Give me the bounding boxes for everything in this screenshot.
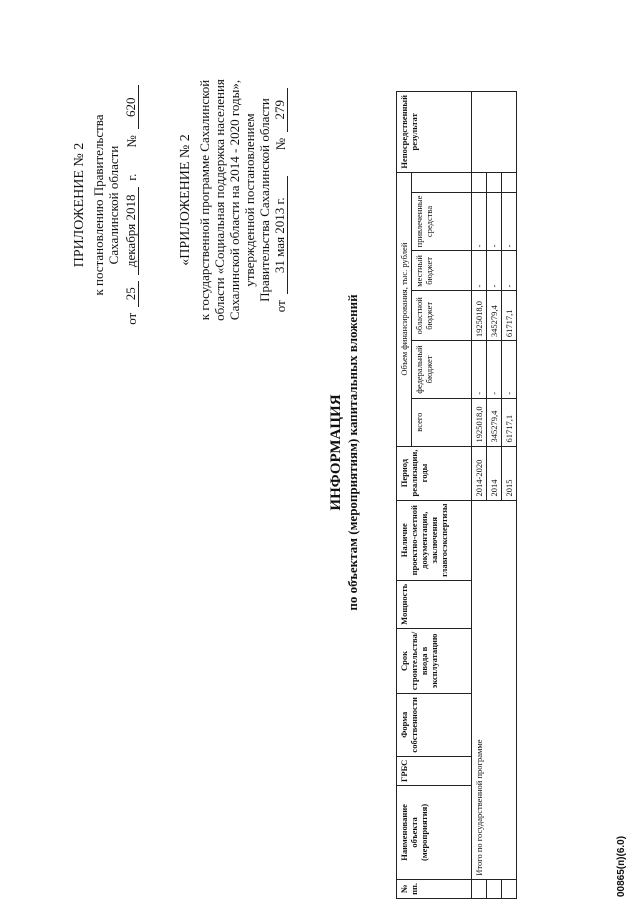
header-federal: федеральный бюджет [412,341,472,399]
cell-federal: - [472,341,487,399]
prior-line-3: Сахалинской области на 2014 - 2020 годы», [227,79,242,321]
title-main: ИНФОРМАЦИЯ [328,394,344,511]
cell-attracted: - [502,192,517,251]
appendix-g: г. [124,173,139,181]
header-grbs: ГРБС [397,756,472,786]
header-total: всего [412,398,472,446]
cell-total: 1925018,0 [472,398,487,446]
prior-line-2: области «Социальная поддержка населения [212,79,227,321]
header-period: Период реализации, годы [397,446,472,500]
cell-local: - [472,251,487,291]
appendix-title: ПРИЛОЖЕНИЕ № 2 [72,142,87,268]
cell-period: 2014 [487,446,502,500]
prior-appendix-block [178,55,288,345]
header-attracted: привлеченные средства [412,192,472,251]
table-row [472,92,487,899]
cell-empty [502,172,517,192]
cell-total: 61717,1 [502,398,517,446]
appendix-line-2: Сахалинской области [106,145,121,265]
header-empty [412,172,472,192]
appendix-num-label: № [124,135,139,148]
capital-investments-table [396,91,517,899]
prior-date-line [272,55,288,345]
header-term: Срок строительства/ ввода в эксплуатацию [397,628,472,693]
cell-empty [502,879,517,898]
cell-regional: 1925018,0 [472,291,487,341]
cell-empty [487,879,502,898]
total-label: Итого по государственной программе [472,500,517,879]
header-regional: областной бюджет [412,291,472,341]
cell-regional: 61717,1 [502,291,517,341]
prior-line-4: утвержденной постановлением [242,113,257,287]
cell-federal: - [487,341,502,399]
cell-total: 345279,4 [487,398,502,446]
document-title [328,0,361,905]
prior-line-1: к государственной программе Сахалинской [197,79,212,321]
appendix-date-line [123,65,139,345]
cell-result [472,92,517,173]
appendix-from: от [124,312,139,325]
cell-empty [472,172,487,192]
prior-from: от [273,300,288,313]
header-name: Наименование объекта (мероприятия) [397,786,472,880]
appendix-month-year: декабря 2018 [123,187,139,275]
header-ownership: Форма собственности [397,694,472,756]
header-result: Непосредственный результат [397,92,472,173]
header-local: местный бюджет [412,251,472,291]
cell-attracted: - [472,192,487,251]
header-funding: Объем финансирования, тыс. рублей [397,172,412,446]
header-docs: Наличие проектно-сметной документации, заключения главгосэкспертизы [397,500,472,580]
prior-date: 31 мая 2013 г. [272,176,288,294]
cell-attracted: - [487,192,502,251]
footer-code: 00865(п)(6.0) [616,835,627,897]
cell-local: - [487,251,502,291]
header-capacity: Мощность [397,580,472,628]
cell-regional: 345279,4 [487,291,502,341]
prior-num-label: № [273,137,288,151]
appendix-day: 25 [123,281,139,307]
header-num: № пп. [397,879,472,898]
cell-period: 2014-2020 [472,446,487,500]
cell-federal: - [502,341,517,399]
cell-empty [487,172,502,192]
appendix-number: 620 [123,85,139,129]
title-sub: по объектам (мероприятиям) капитальных вложений [345,294,360,611]
cell-period: 2015 [502,446,517,500]
cell-empty [472,879,487,898]
appendix-line-1: к постановлению Правительства [91,114,106,296]
prior-number: 279 [272,88,288,132]
appendix-block [72,65,139,345]
prior-line-5: Правительства Сахалинской области [257,98,272,302]
prior-title: «ПРИЛОЖЕНИЕ № 2 [178,134,193,266]
cell-local: - [502,251,517,291]
